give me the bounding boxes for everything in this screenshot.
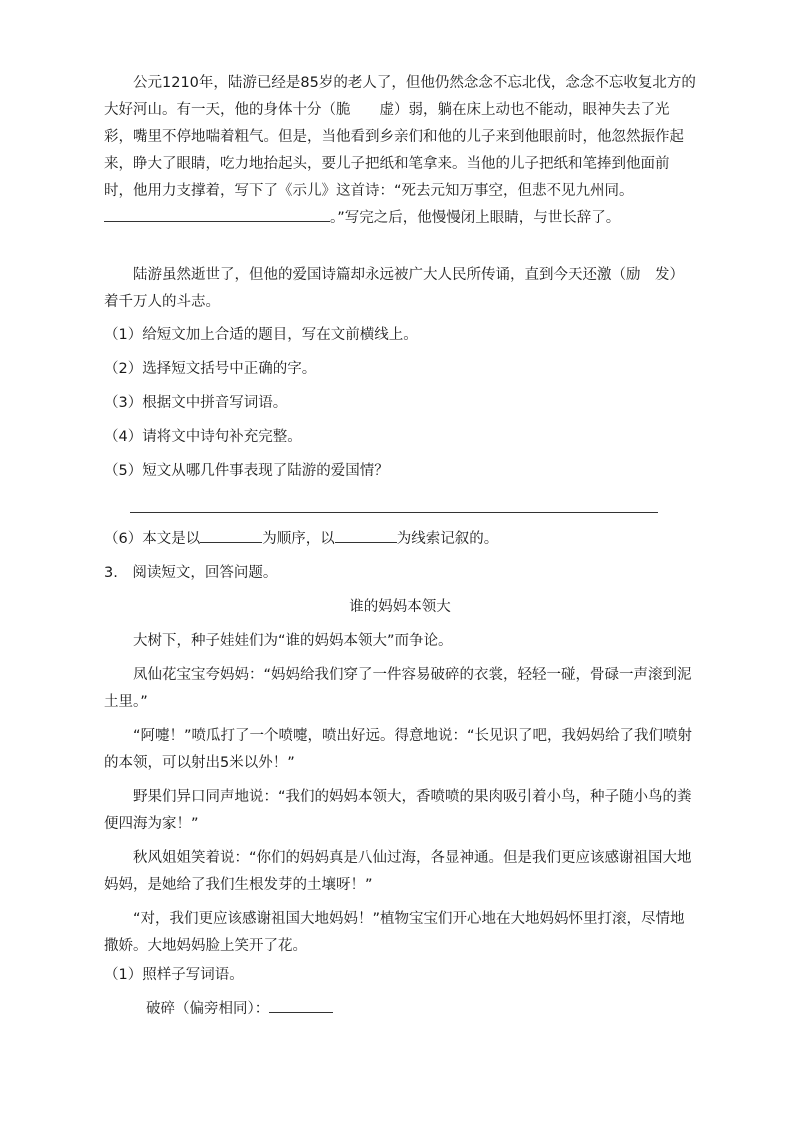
passage-text-2: 陆游虽然逝世了，但他的爱国诗篇却永远被广大人民所传诵，直到今天还激（励 发）着千万人的斗志。 <box>104 267 684 310</box>
section-3-heading <box>104 560 696 587</box>
passage-text: 公元1210年，陆游已经是85岁的老人了，但他仍然念念不忘北伐，念念不忘收复北方的大好河山。有一天，他的身体十分（脆 虚）弱，躺在床上动也不能动，眼神失去了光彩，嘴里不停地喘着粗气。但是，当他看到乡亲们和他的儿子来到他眼前时，他忽然振作起来，睁大了眼睛，吃力地抬起头，要儿子把纸和笔拿来。当他的儿子把纸和笔捧到他面前时，他用力支撑着，写下了《示儿》这首诗：“死去元知万事空，但悲不见九州同。 <box>104 75 696 199</box>
story-paragraph: 大树下，种子娃娃们为“谁的妈妈本领大”而争论。 <box>133 633 453 649</box>
passage-paragraph-1 <box>104 70 696 232</box>
question-2: （2）选择短文括号中正确的字。 <box>104 361 317 377</box>
q6-text-c: 为线索记叙的。 <box>396 531 499 547</box>
story-paragraph: 秋风姐姐笑着说：“你们的妈妈真是八仙过海，各显神通。但是我们更应该感谢祖国大地妈妈，是她给了我们生根发芽的土壤呀！” <box>104 850 692 893</box>
section-3-question-1 <box>104 962 696 989</box>
example-row <box>146 996 696 1023</box>
answer-line-q5[interactable] <box>130 512 658 513</box>
story-title: 谁的妈妈本领大 <box>349 599 451 615</box>
section-heading: 3. 阅读短文，回答问题。 <box>104 565 278 581</box>
story-paragraph: 野果们异口同声地说：“我们的妈妈本领大，香喷喷的果肉吸引着小鸟，种子随小鸟的粪便四海为家！” <box>104 789 692 832</box>
question-4: （4）请将文中诗句补充完整。 <box>104 429 302 445</box>
story-body <box>104 628 696 960</box>
story-title-wrap <box>104 594 696 621</box>
q6-blank-clue[interactable] <box>335 528 397 543</box>
story-paragraph: 凤仙花宝宝夸妈妈：“妈妈给我们穿了一件容易破碎的衣裳，轻轻一碰，骨碌一声滚到泥土里。” <box>104 667 692 710</box>
question-6 <box>104 526 696 553</box>
question-1: （1）给短文加上合适的题目，写在文前横线上。 <box>104 327 418 343</box>
example-answer-blank[interactable] <box>269 998 333 1013</box>
example-text: 破碎（偏旁相同）： <box>146 1001 270 1017</box>
question-3: （3）根据文中拼音写词语。 <box>104 395 288 411</box>
question-5: （5）短文从哪几件事表现了陆游的爱国情？ <box>104 463 389 479</box>
poem-answer-blank[interactable] <box>104 207 330 222</box>
question-s3-1: （1）照样子写词语。 <box>104 967 244 983</box>
passage-text-end: 。”写完之后，他慢慢闭上眼睛，与世长辞了。 <box>330 210 621 226</box>
q6-text-a: （6）本文是以 <box>104 531 201 547</box>
story-paragraph: “阿嚏！”喷瓜打了一个喷嚏，喷出好远。得意地说：“长见识了吧，我妈妈给了我们喷射的本领，可以射出5米以外！” <box>104 728 693 771</box>
q6-blank-order[interactable] <box>200 528 262 543</box>
q6-text-b: 为顺序，以 <box>262 531 335 547</box>
question-list <box>104 322 696 485</box>
passage-paragraph-2 <box>104 262 696 316</box>
story-paragraph: “对，我们更应该感谢祖国大地妈妈！”植物宝宝们开心地在大地妈妈怀里打滚，尽情地撒娇。大地妈妈脸上笑开了花。 <box>104 911 685 954</box>
